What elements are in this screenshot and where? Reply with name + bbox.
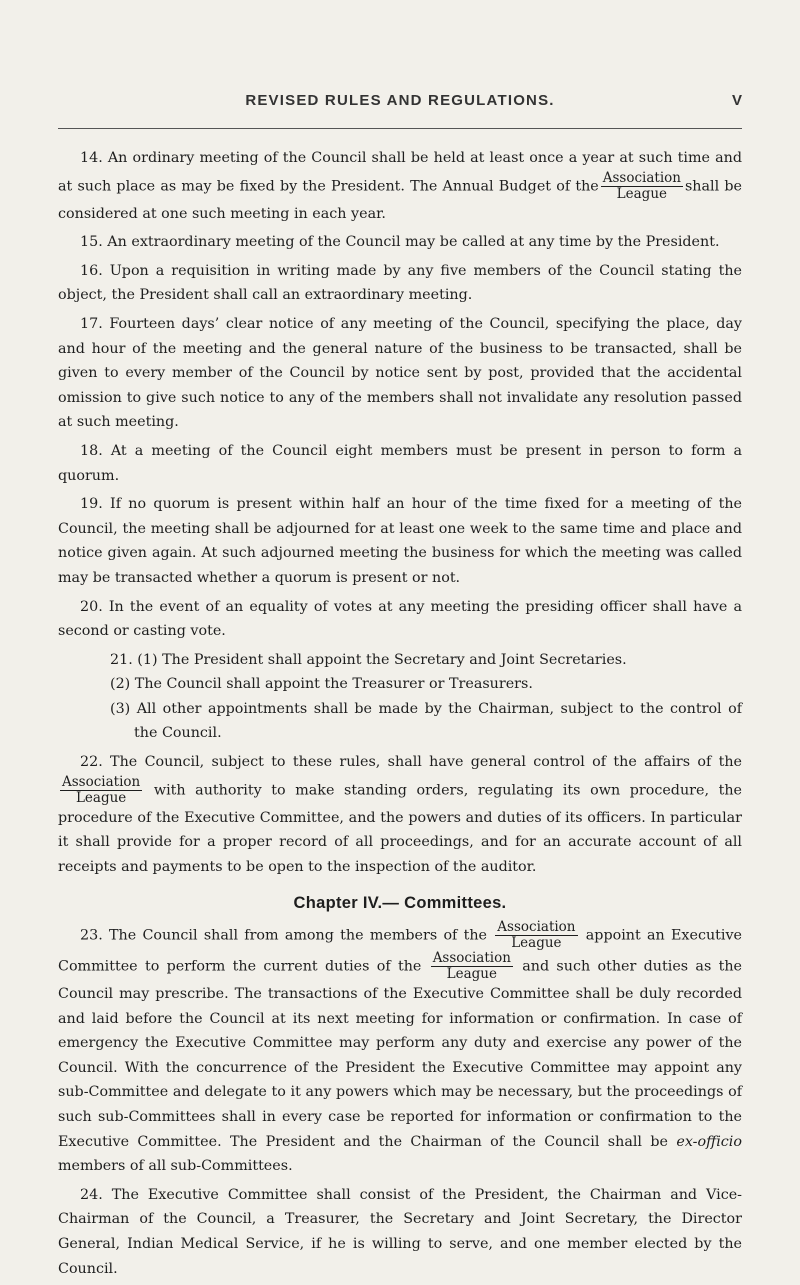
- document-body: [58, 146, 742, 1285]
- rule-24: 24. The Executive Committee shall consist of the President, the Chairman and Vice-Chairman of the Council, a Treasurer, the Secretary and Joint Secretary, the Director General, Indian Medical Service, if he is willing to serve, and one member elected by the Council.: [58, 1186, 742, 1277]
- chapter-heading: Chapter IV.— Committees.: [293, 894, 507, 913]
- rule-21-2: (2) The Council shall appoint the Treasurer or Treasurers.: [110, 676, 533, 693]
- running-title: REVISED RULES AND REGULATIONS.: [245, 92, 555, 109]
- page-number: V: [731, 92, 742, 109]
- rule-22: 22. The Council, subject to these rules, shall have general control of the affairs of the $\frac{\text{Association}}{\text{League}}$ with authority to make standing orders, regulating its own procedure, the procedure of the Executive Committee, and the powers and duties of its officers. In particular it shall provide for a proper record of all proceedings, and for an accurate account of all receipts and payments to be open to the inspection of the auditor.: [58, 754, 742, 875]
- association-league-fraction: $\frac{\text{Association}}{\text{League}}$: [432, 950, 511, 983]
- rule-21-3: (3) All other appointments shall be made by the Chairman, subject to the control of the Council.: [110, 700, 742, 742]
- page-header: [58, 92, 742, 116]
- rule-17: 17. Fourteen days’ clear notice of any meeting of the Council, specifying the place, day and hour of the meeting and the general nature of the business to be transacted, shall be given to every member of the Council by notice sent by post, provided that the accidental omission to give such notice to any of the members shall not invalidate any resolution passed at such meeting.: [58, 315, 742, 431]
- association-league-fraction: $\frac{\text{Association}}{\text{League}}$: [497, 919, 576, 952]
- rule-14: 14. An ordinary meeting of the Council shall be held at least once a year at such time and at such place as may be fixed by the President. The Annual Budget of the $\frac{\text{Association}}{\text{League}}$ shall be considered at one such meeting in each year.: [58, 150, 742, 222]
- rule-18: 18. At a meeting of the Council eight members must be present in person to form a quorum.: [58, 442, 742, 484]
- association-league-fraction: $\frac{\text{Association}}{\text{League}}$: [602, 169, 681, 202]
- rule-15: 15. An extraordinary meeting of the Council may be called at any time by the President.: [80, 234, 720, 251]
- rule-16: 16. Upon a requisition in writing made by any five members of the Council stating the object, the President shall call an extraordinary meeting.: [58, 262, 742, 304]
- ex-officio-italic: ex-officio: [676, 1133, 742, 1150]
- rule-19: 19. If no quorum is present within half an hour of the time fixed for a meeting of the Council, the meeting shall be adjourned for at least one week to the same time and place and notice given again. At such adjourned meeting the business for which the meeting was called may be transacted whether a quorum is present or not.: [58, 496, 742, 586]
- rule-20: 20. In the event of an equality of votes at any meeting the presiding officer shall have a second or casting vote.: [58, 598, 742, 640]
- rule-23: 23. The Council shall from among the members of the $\frac{\text{Association}}{\text{League}}$ appoint an Executive Committee to perform the current duties of the $\frac{\text{Association}}{\text{League}}$ and such other duties as the Council may prescribe. The transactions of the Executive Committee shall be duly recorded and laid before the Council at its next meeting for information or confirmation. In case of emergency the Executive Committee may perform any duty and exercise any power of the Council. With the concurrence of the President the Executive Committee may appoint any sub-Committee and delegate to it any powers which may be necessary, but the proceedings of such sub-Committees shall in every case be reported for information or confirmation to the Executive Committee. The President and the Chairman of the Council shall be ex-officio members of all sub-Committees.: [58, 919, 743, 1175]
- association-league-fraction: $\frac{\text{Association}}{\text{League}}$: [62, 773, 141, 806]
- rule-21-1: 21. (1) The President shall appoint the Secretary and Joint Secretaries.: [110, 651, 627, 668]
- header-rule: [58, 128, 742, 129]
